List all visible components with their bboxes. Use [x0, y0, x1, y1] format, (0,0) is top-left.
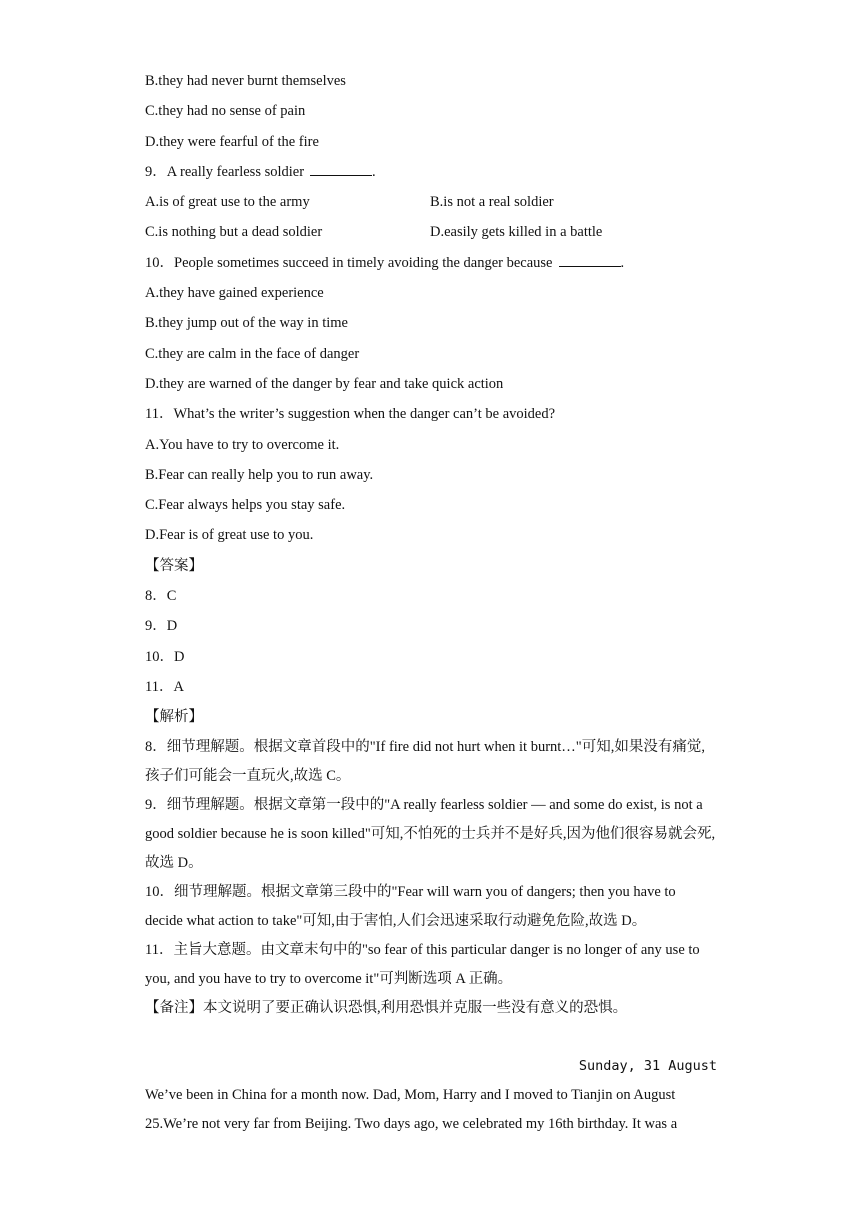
q9-stem-text: 9．A really fearless soldier: [145, 163, 305, 180]
q8-option-c: C.they had no sense of pain: [145, 103, 306, 120]
q11-option-b: B.Fear can really help you to run away.: [145, 466, 374, 483]
q11-option-c: C.Fear always helps you stay safe.: [145, 497, 346, 514]
analysis-8: 8．细节理解题。根据文章首段中的"If fire did not hurt when it burnt…"可知,如果没有痛觉,孩子们可能会一直玩火,故选 C。: [145, 738, 705, 784]
answer-9: 9．D: [145, 618, 178, 635]
q8-option-d: D.they were fearful of the fire: [145, 133, 319, 150]
diary-date: Sunday, 31 August: [578, 1057, 717, 1074]
q10-option-a: A.they have gained experience: [145, 285, 324, 302]
q9-option-a: A.is of great use to the army: [145, 194, 310, 211]
q9-stem: [145, 157, 717, 187]
analysis-11: 11．主旨大意题。由文章末句中的"so fear of this particular danger is no longer of any use to you, and you have to try to overcome it"可判断选项 A 正确。: [145, 941, 700, 987]
q9-stem-end: .: [372, 163, 376, 180]
q10-stem-text: 10．People sometimes succeed in timely avoiding the danger because: [145, 254, 553, 271]
q9-options-row-2: [145, 217, 717, 247]
q11-stem: 11．What’s the writer’s suggestion when the danger can’t be avoided?: [145, 406, 556, 423]
analysis-heading: 【解析】: [145, 709, 203, 726]
q8-option-b: B.they had never burnt themselves: [145, 73, 346, 89]
section-gap: [145, 1023, 717, 1051]
answer-heading: 【答案】: [145, 557, 203, 574]
q9-option-d: D.easily gets killed in a battle: [430, 224, 603, 241]
document-page: [145, 66, 717, 1139]
diary-text: We’ve been in China for a month now. Dad, Mom, Harry and I moved to Tianjin on August 25.We’re not very far from Beijing. Two days ago, we celebrated my 16th birthday. It was a: [145, 1086, 678, 1132]
answer-11: 11．A: [145, 678, 184, 695]
analysis-9: 9．细节理解题。根据文章第一段中的"A really fearless soldier — and some do exist, is not a good soldier because he is soon killed"可知,不怕死的士兵并不是好兵,因为他们很容易就会死,故选 D。: [145, 796, 716, 871]
q10-stem: [145, 248, 717, 278]
q10-stem-end: .: [620, 254, 625, 271]
answer-blank: [310, 163, 372, 176]
answer-8: 8．C: [145, 588, 177, 605]
q9-options-row-1: [145, 187, 717, 217]
q10-option-d: D.they are warned of the danger by fear and take quick action: [145, 375, 504, 392]
q10-option-b: B.they jump out of the way in time: [145, 315, 348, 332]
q11-option-d: D.Fear is of great use to you.: [145, 527, 314, 544]
q9-option-b: B.is not a real soldier: [430, 194, 554, 211]
q10-option-c: C.they are calm in the face of danger: [145, 345, 360, 362]
note: 【备注】本文说明了要正确认识恐惧,利用恐惧并克服一些没有意义的恐惧。: [145, 999, 628, 1016]
q9-option-c: C.is nothing but a dead soldier: [145, 224, 323, 241]
q11-option-a: A.You have to try to overcome it.: [145, 436, 340, 453]
analysis-10: 10．细节理解题。根据文章第三段中的"Fear will warn you of dangers; then you have to decide what action to take"可知,由于害怕,人们会迅速采取行动避免危险,故选 D。: [145, 883, 676, 929]
answer-blank: [559, 254, 621, 267]
answer-10: 10．D: [145, 648, 185, 665]
